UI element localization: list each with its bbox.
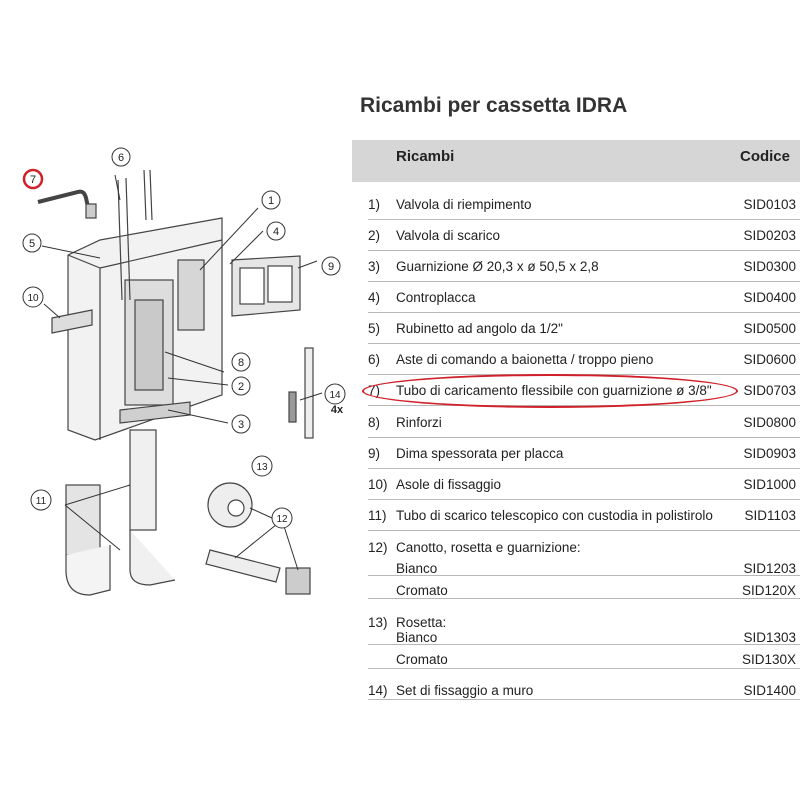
row-part-name: Guarnizione Ø 20,3 x ø 50,5 x 2,8: [396, 259, 599, 274]
row-divider: [368, 468, 800, 469]
row-number: 3): [368, 259, 381, 274]
row-number: 12): [368, 540, 388, 555]
cistern-body: [68, 218, 222, 440]
callout-11: 11: [35, 496, 47, 507]
row-part-name: Tubo di caricamento flessibile con guarnizione ø 3/8": [396, 383, 712, 398]
column-header-ricambi: Ricambi: [396, 148, 455, 165]
row-part-code: SID0300: [743, 259, 796, 274]
callout-5: 5: [28, 238, 36, 250]
row-divider: [368, 437, 800, 438]
row-part-code: SID1203: [743, 561, 796, 576]
sleeve: [206, 550, 280, 582]
row-part-code: SID1103: [744, 508, 796, 523]
callout-2: 2: [237, 381, 245, 393]
row-part-name: Bianco: [396, 561, 438, 576]
callout-14: 14: [329, 390, 341, 401]
row-divider: [368, 499, 800, 500]
callout-10: 10: [27, 293, 39, 304]
row-number: 1): [368, 197, 381, 212]
hose: [38, 192, 96, 218]
row-part-name: Asole di fissaggio: [396, 477, 502, 492]
callout-4: 4: [272, 226, 280, 238]
callout-12: 12: [276, 514, 288, 525]
row-number: 4): [368, 290, 381, 305]
row-part-code: SID0800: [743, 415, 796, 430]
row-divider: [368, 219, 800, 220]
row-divider: [368, 699, 800, 700]
callout-3: 3: [237, 419, 245, 431]
row-divider: [368, 250, 800, 251]
quantity-label: 4x: [330, 404, 344, 416]
row-number: 8): [368, 415, 381, 430]
row-part-name: Valvola di scarico: [396, 228, 501, 243]
row-part-code: SID0103: [743, 197, 796, 212]
row-part-name: Rubinetto ad angolo da 1/2": [396, 321, 563, 336]
row-part-name: Tubo di scarico telescopico con custodia in polistirolo: [396, 508, 713, 523]
row-part-code: SID130X: [741, 652, 796, 667]
page-title: Ricambi per cassetta IDRA: [360, 94, 628, 117]
row-number: 6): [368, 352, 381, 367]
row-part-code: SID1400: [743, 683, 796, 698]
table-header: [352, 140, 800, 182]
row-number: 13): [368, 615, 388, 630]
row-number: 9): [368, 446, 381, 461]
screws: [289, 348, 313, 438]
row-part-name: Cromato: [396, 652, 448, 667]
row-number: 10): [368, 477, 388, 492]
row-part-name: Controplacca: [396, 290, 476, 305]
callout-9: 9: [327, 261, 335, 273]
drain-pipes: [66, 430, 175, 595]
callout-1: 1: [267, 195, 275, 207]
row-part-code: SID0400: [743, 290, 796, 305]
row-part-code: SID0500: [743, 321, 796, 336]
row-part-name: Valvola di riempimento: [396, 197, 532, 212]
callout-8: 8: [237, 357, 245, 369]
row-number: 2): [368, 228, 381, 243]
column-header-codice: Codice: [739, 148, 790, 165]
exploded-diagram: [0, 140, 350, 610]
row-number: 7): [368, 383, 381, 398]
row-part-name: Aste di comando a baionetta / troppo pieno: [396, 352, 654, 367]
template-frame: [232, 256, 300, 316]
row-part-code: SID120X: [741, 583, 796, 598]
highlight-ellipse: [362, 374, 738, 408]
callout-7: 7: [29, 174, 37, 186]
row-part-code: SID1000: [743, 477, 796, 492]
row-number: 11): [368, 508, 387, 523]
row-part-code: SID0703: [743, 383, 796, 398]
row-part-code: SID0203: [743, 228, 796, 243]
row-number: 5): [368, 321, 381, 336]
row-divider: [368, 343, 800, 344]
row-part-code: SID0903: [743, 446, 796, 461]
row-divider: [368, 312, 800, 313]
row-part-code: SID1303: [743, 630, 796, 645]
row-divider: [368, 281, 800, 282]
gasket: [286, 568, 310, 594]
row-divider: [368, 598, 800, 599]
row-part-name: Set di fissaggio a muro: [396, 683, 534, 698]
row-part-name: Rosetta:: [396, 615, 447, 630]
parts-table: [352, 140, 800, 698]
row-part-name: Canotto, rosetta e guarnizione:: [396, 540, 581, 555]
row-number: 14): [368, 683, 388, 698]
row-divider: [368, 530, 800, 531]
row-part-name: Rinforzi: [396, 415, 442, 430]
row-part-name: Cromato: [396, 583, 448, 598]
callout-13: 13: [256, 462, 268, 473]
row-part-name: Dima spessorata per placca: [396, 446, 564, 461]
row-part-name: Bianco: [396, 630, 438, 645]
row-part-code: SID0600: [743, 352, 796, 367]
row-divider: [368, 668, 800, 669]
callout-6: 6: [117, 152, 125, 164]
